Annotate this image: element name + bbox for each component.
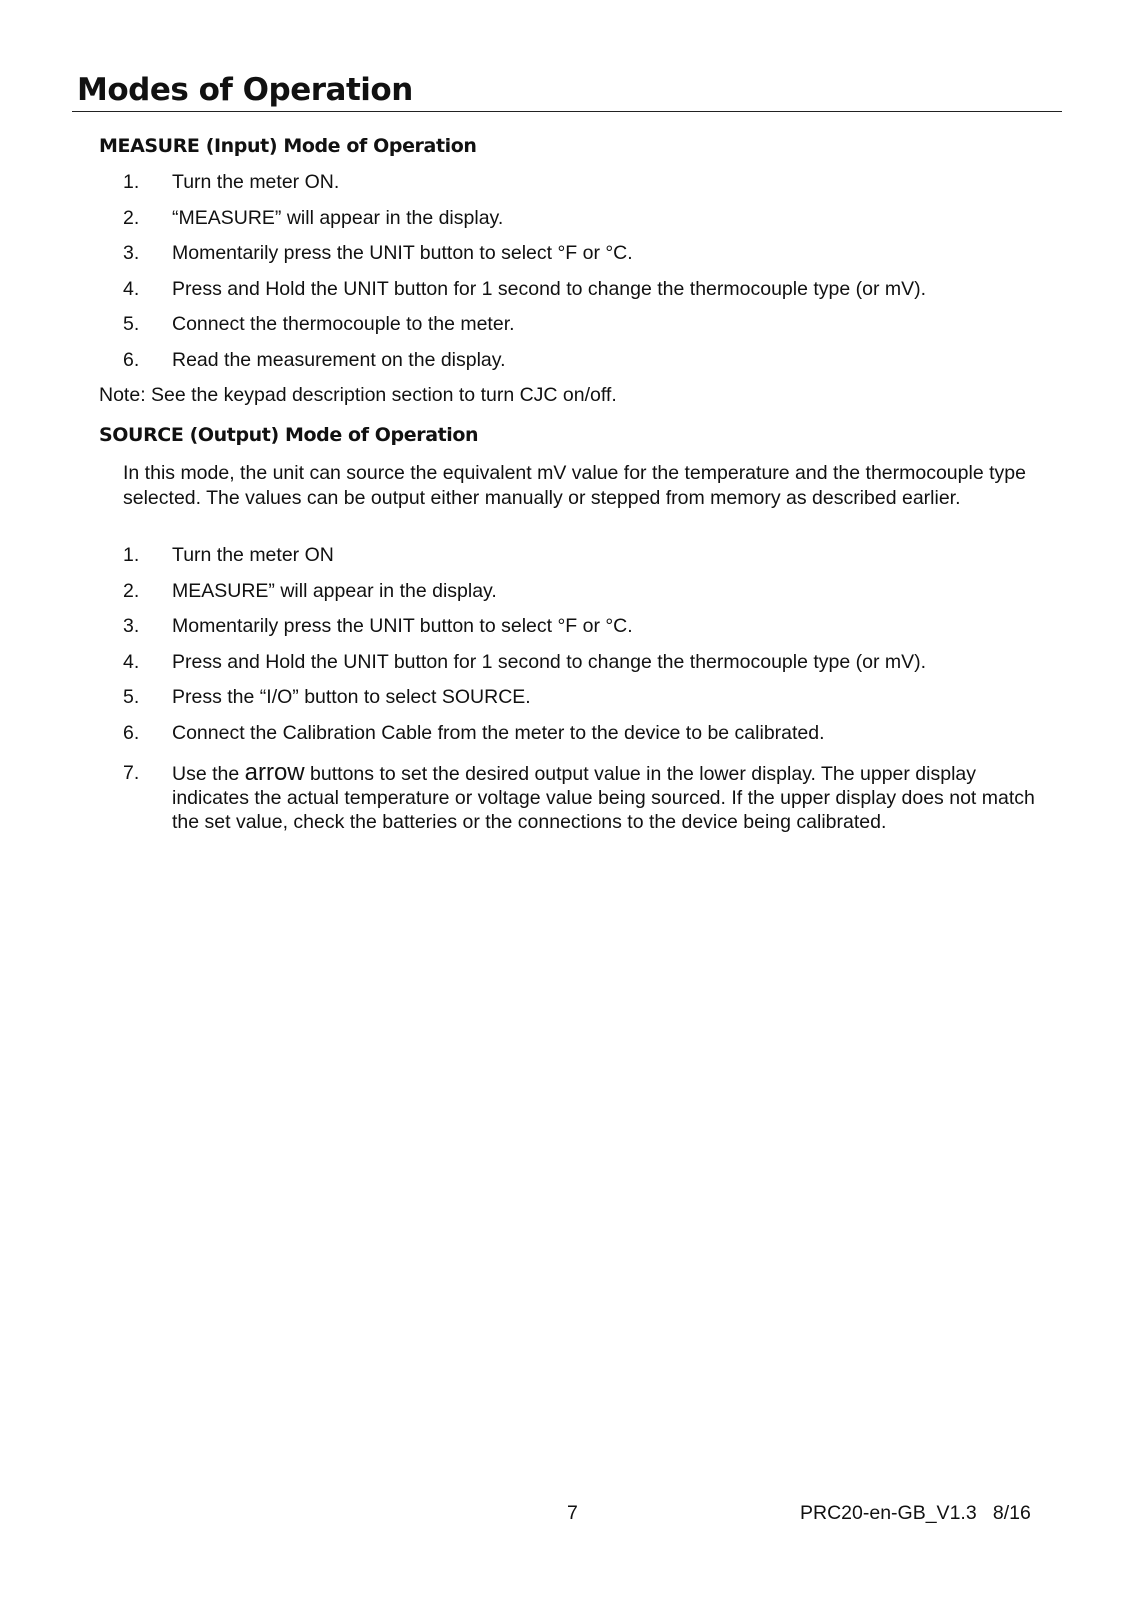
step-emphasis: arrow	[244, 758, 305, 786]
step-number: 3.	[123, 242, 140, 264]
step-text: Connect the thermocouple to the meter.	[172, 313, 515, 335]
step-text: Press and Hold the UNIT button for 1 second to change the thermocouple type (or mV).	[172, 277, 927, 300]
step-number: 1.	[123, 171, 140, 193]
step-text: Momentarily press the UNIT button to select °F or °C.	[172, 242, 633, 264]
step-number: 1.	[123, 544, 140, 566]
page-title: Modes of Operation	[77, 72, 413, 108]
source-intro: In this mode, the unit can source the equivalent mV value for the temperature and the thermocouple type selected. The values can be output either manually or stepped from memory as described earlier.	[123, 462, 1026, 509]
measure-heading: MEASURE (Input) Mode of Operation	[99, 135, 477, 157]
step-number: 3.	[123, 615, 140, 637]
step-text: MEASURE” will appear in the display.	[172, 579, 497, 602]
step-text: Press and Hold the UNIT button for 1 second to change the thermocouple type (or mV).	[172, 650, 927, 673]
step-number: 5.	[123, 313, 140, 335]
step-text: Read the measurement on the display.	[172, 348, 506, 371]
document-id: PRC20-en-GB_V1.3 8/16	[800, 1502, 1031, 1524]
source-heading: SOURCE (Output) Mode of Operation	[99, 424, 479, 446]
step-number: 4.	[123, 277, 140, 300]
page-number: 7	[567, 1502, 578, 1524]
step-number: 5.	[123, 686, 140, 708]
title-rule	[72, 111, 1062, 112]
step-text	[172, 758, 1052, 834]
step-text: Press the “I/O” button to select SOURCE.	[172, 686, 531, 708]
step-number: 4.	[123, 650, 140, 673]
step-text: Connect the Calibration Cable from the meter to the device to be calibrated.	[172, 721, 825, 744]
step-text: Momentarily press the UNIT button to select °F or °C.	[172, 615, 633, 637]
step-text: Turn the meter ON	[172, 544, 334, 566]
step-text-suffix: buttons to set the desired output value in the lower display. The upper display indicates the actual temperature or voltage value being sourced. If the upper display does not match the set value, check the batteries or the connections to the device being calibrated.	[172, 762, 1035, 833]
step-number: 6.	[123, 721, 140, 744]
step-number: 2.	[123, 206, 140, 229]
step-text: “MEASURE” will appear in the display.	[172, 206, 504, 229]
step-number: 6.	[123, 348, 140, 371]
measure-note: Note: See the keypad description section to turn CJC on/off.	[99, 384, 617, 406]
step-number: 7.	[123, 761, 140, 784]
step-text: Turn the meter ON.	[172, 171, 340, 193]
step-text-prefix: Use the	[172, 762, 245, 785]
step-number: 2.	[123, 579, 140, 602]
